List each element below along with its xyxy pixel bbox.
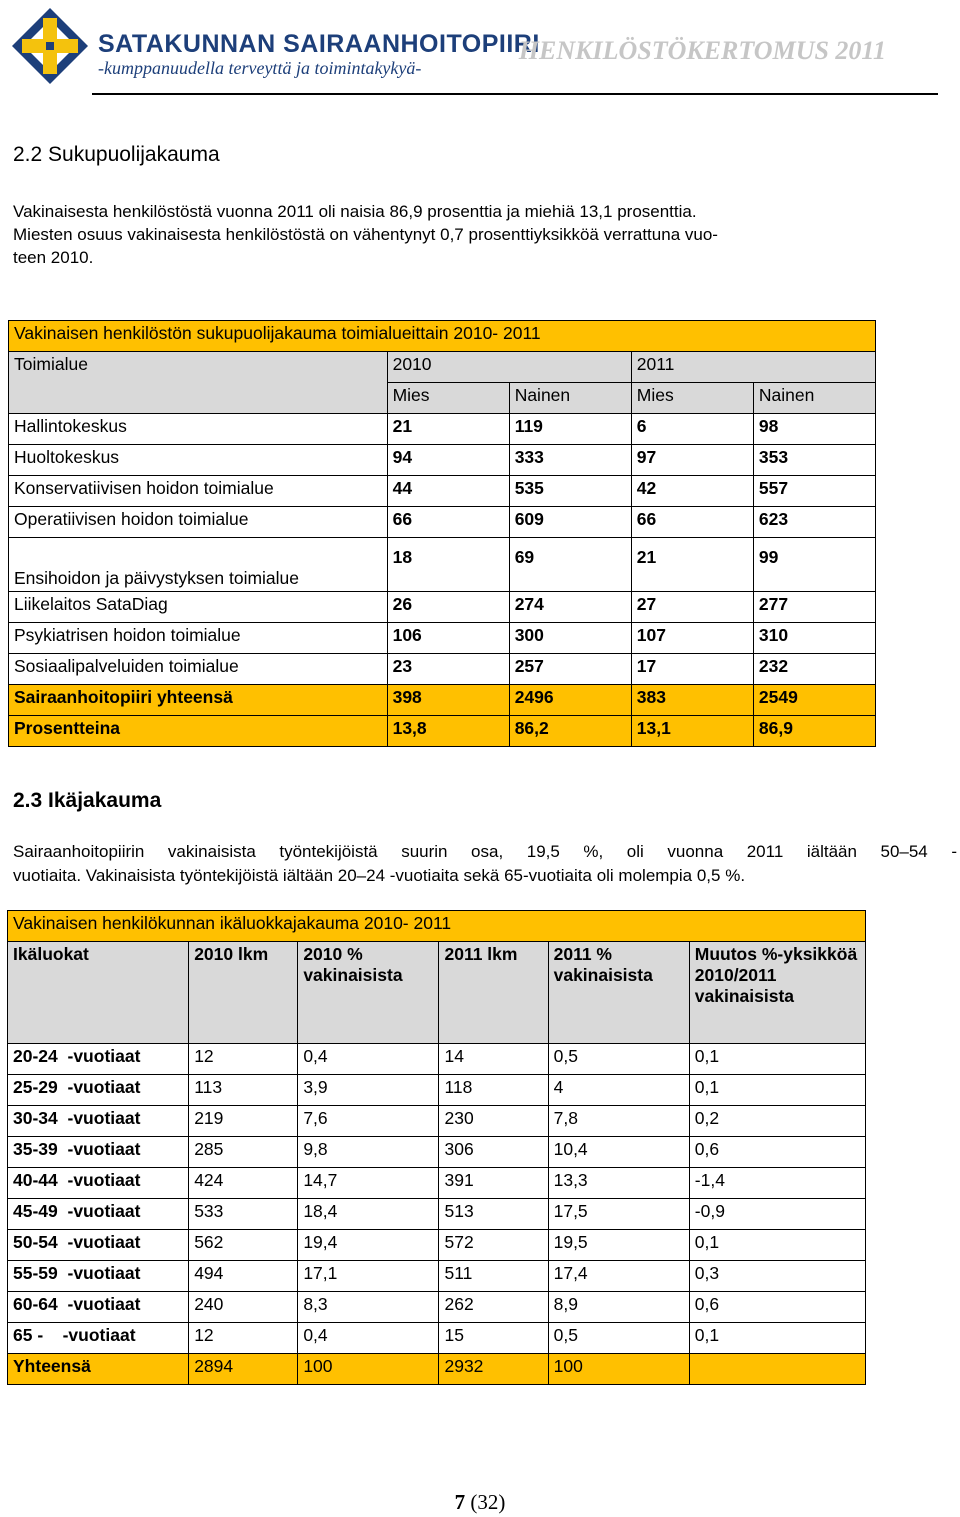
page-number: 7	[454, 1490, 466, 1514]
table-row	[8, 1199, 866, 1230]
cell-value: 0,4	[298, 1323, 439, 1354]
cell-value: 44	[387, 476, 509, 507]
table-row	[8, 1044, 866, 1075]
cell-value: 535	[509, 476, 631, 507]
cell-value: 274	[509, 592, 631, 623]
age-suffix: -vuotiaat	[67, 1263, 141, 1283]
cell-value: 100	[298, 1354, 439, 1385]
cell-value: 219	[189, 1106, 298, 1137]
column-header-2010-percent: 2010 % vakinaisista	[298, 942, 439, 1044]
column-header-2011-percent: 2011 % vakinaisista	[548, 942, 689, 1044]
cell-value: 21	[387, 414, 509, 445]
paragraph-age-line2: vuotiaita. Vakinaisista työntekijöistä iältään 20–24 -vuotiaita sekä 65-vuotiaita oli molempia 0,5 %.	[13, 866, 746, 885]
age-range: 60-64	[13, 1294, 58, 1314]
cell-value: 0,3	[689, 1261, 865, 1292]
column-header-male-2010: Mies	[387, 383, 509, 414]
table-row	[8, 1168, 866, 1199]
column-header-age-group: Ikäluokat	[8, 942, 189, 1044]
age-range: 50-54	[13, 1232, 58, 1252]
table-title-row	[8, 911, 866, 942]
table-row	[8, 1075, 866, 1106]
row-label: Konservatiivisen hoidon toimialue	[9, 476, 388, 507]
table-percent-row	[9, 716, 876, 747]
cell-value: 17,4	[548, 1261, 689, 1292]
table-title-row	[9, 321, 876, 352]
age-suffix: -vuotiaat	[67, 1201, 141, 1221]
header-divider	[92, 93, 938, 95]
cell-value: 333	[509, 445, 631, 476]
cell-value: 17,1	[298, 1261, 439, 1292]
age-distribution-table	[7, 910, 866, 1385]
cell-value: 98	[753, 414, 875, 445]
age-suffix: -vuotiaat	[67, 1077, 141, 1097]
table-row	[8, 1261, 866, 1292]
paragraph-gender-2-line1: Miesten osuus vakinaisesta henkilöstöstä on vähentynyt 0,7 prosenttiyksikköä verrattuna vuo-	[13, 225, 718, 244]
table-row	[9, 507, 876, 538]
paragraph-gender-1: Vakinaisesta henkilöstöstä vuonna 2011 oli naisia 86,9 prosenttia ja miehiä 13,1 prosenttia.	[13, 202, 697, 221]
cell-value: 0,4	[298, 1044, 439, 1075]
cell-value: 19,5	[548, 1230, 689, 1261]
row-label: Prosentteina	[9, 716, 388, 747]
age-range: 55-59	[13, 1263, 58, 1283]
cell-value: 9,8	[298, 1137, 439, 1168]
paragraph-age-line1: Sairaanhoitopiirin vakinaisista työntekijöistä suurin osa, 19,5 %, oli vuonna 2011 iältään 50–54 -	[13, 842, 957, 861]
cell-value: 118	[439, 1075, 548, 1106]
cell-value: 310	[753, 623, 875, 654]
cell-value: 572	[439, 1230, 548, 1261]
cell-value: 0,1	[689, 1044, 865, 1075]
age-suffix: -vuotiaat	[67, 1232, 141, 1252]
cell-value: 106	[387, 623, 509, 654]
cell-value: 14	[439, 1044, 548, 1075]
hospital-district-logo-icon	[10, 6, 90, 86]
row-label	[8, 1292, 189, 1323]
cell-value: 0,1	[689, 1230, 865, 1261]
table-total-row	[8, 1354, 866, 1385]
cell-value: 562	[189, 1230, 298, 1261]
cell-value: 2932	[439, 1354, 548, 1385]
row-label: Hallintokeskus	[9, 414, 388, 445]
row-label	[8, 1044, 189, 1075]
cell-value: 623	[753, 507, 875, 538]
cell-value: 557	[753, 476, 875, 507]
row-label: Liikelaitos SataDiag	[9, 592, 388, 623]
cell-value: 262	[439, 1292, 548, 1323]
cell-value: 300	[509, 623, 631, 654]
cell-value: 10,4	[548, 1137, 689, 1168]
cell-value: 609	[509, 507, 631, 538]
cell-value: 353	[753, 445, 875, 476]
cell-value: 8,9	[548, 1292, 689, 1323]
row-label: Sairaanhoitopiiri yhteensä	[9, 685, 388, 716]
row-label: Ensihoidon ja päivystyksen toimialue	[9, 538, 388, 592]
table-row	[9, 654, 876, 685]
cell-value: 113	[189, 1075, 298, 1106]
cell-value: 513	[439, 1199, 548, 1230]
row-label	[8, 1137, 189, 1168]
cell-value: 12	[189, 1323, 298, 1354]
cell-value: 0,6	[689, 1137, 865, 1168]
cell-value: 86,9	[753, 716, 875, 747]
cell-value: 17,5	[548, 1199, 689, 1230]
cell-value: 86,2	[509, 716, 631, 747]
gender-distribution-table	[8, 320, 876, 747]
cell-value: 13,8	[387, 716, 509, 747]
table-header-row	[8, 942, 866, 1044]
cell-value: 230	[439, 1106, 548, 1137]
table-row	[9, 538, 876, 592]
cell-value: 15	[439, 1323, 548, 1354]
cell-value: 94	[387, 445, 509, 476]
cell-value: 240	[189, 1292, 298, 1323]
row-label: Yhteensä	[8, 1354, 189, 1385]
age-range: 35-39	[13, 1139, 58, 1159]
row-label	[8, 1075, 189, 1106]
table-row	[8, 1106, 866, 1137]
row-label	[8, 1230, 189, 1261]
column-header-female-2010: Nainen	[509, 383, 631, 414]
page-footer	[0, 1490, 960, 1515]
cell-value: 13,1	[631, 716, 753, 747]
cell-value: 97	[631, 445, 753, 476]
table-title: Vakinaisen henkilökunnan ikäluokkajakauma 2010- 2011	[8, 911, 866, 942]
cell-value: 8,3	[298, 1292, 439, 1323]
cell-value: 7,6	[298, 1106, 439, 1137]
page-header	[0, 0, 960, 100]
row-label	[8, 1168, 189, 1199]
cell-value: 99	[753, 538, 875, 592]
cell-value: 398	[387, 685, 509, 716]
row-label: Psykiatrisen hoidon toimialue	[9, 623, 388, 654]
age-range: 30-34	[13, 1108, 58, 1128]
cell-value: 12	[189, 1044, 298, 1075]
cell-value: 27	[631, 592, 753, 623]
table-row	[8, 1323, 866, 1354]
cell-value: 19,4	[298, 1230, 439, 1261]
cell-value: 42	[631, 476, 753, 507]
age-range: 45-49	[13, 1201, 58, 1221]
cell-value: 66	[387, 507, 509, 538]
cell-value: -0,9	[689, 1199, 865, 1230]
column-header-2011-count: 2011 lkm	[439, 942, 548, 1044]
page-total: (32)	[470, 1490, 506, 1514]
table-total-row	[9, 685, 876, 716]
table-row	[9, 445, 876, 476]
cell-value: 424	[189, 1168, 298, 1199]
cell-value: 0,1	[689, 1075, 865, 1106]
cell-value: 494	[189, 1261, 298, 1292]
cell-value: 533	[189, 1199, 298, 1230]
organization-name: SATAKUNNAN SAIRAANHOITOPIIRI	[98, 30, 540, 58]
column-header-area: Toimialue	[9, 352, 388, 414]
column-header-2010-count: 2010 lkm	[189, 942, 298, 1044]
column-header-male-2011: Mies	[631, 383, 753, 414]
section-heading-gender: 2.2 Sukupuolijakauma	[13, 143, 220, 166]
row-label: Operatiivisen hoidon toimialue	[9, 507, 388, 538]
cell-value: 13,3	[548, 1168, 689, 1199]
cell-value: 277	[753, 592, 875, 623]
cell-value	[689, 1354, 865, 1385]
cell-value: 0,5	[548, 1044, 689, 1075]
report-title: HENKILÖSTÖKERTOMUS 2011	[518, 36, 886, 65]
cell-value: 119	[509, 414, 631, 445]
column-header-female-2011: Nainen	[753, 383, 875, 414]
cell-value: 0,6	[689, 1292, 865, 1323]
age-suffix: -vuotiaat	[67, 1139, 141, 1159]
table-row	[8, 1292, 866, 1323]
cell-value: 3,9	[298, 1075, 439, 1106]
cell-value: 0,5	[548, 1323, 689, 1354]
cell-value: 18	[387, 538, 509, 592]
cell-value: 2549	[753, 685, 875, 716]
cell-value: 232	[753, 654, 875, 685]
cell-value: 14,7	[298, 1168, 439, 1199]
column-header-change: Muutos %-yksikköä 2010/2011 vakinaisista	[689, 942, 865, 1044]
cell-value: 26	[387, 592, 509, 623]
cell-value: 391	[439, 1168, 548, 1199]
cell-value: 107	[631, 623, 753, 654]
age-suffix: -vuotiaat	[67, 1046, 141, 1066]
cell-value: 7,8	[548, 1106, 689, 1137]
row-label	[8, 1323, 189, 1354]
cell-value: 4	[548, 1075, 689, 1106]
row-label	[8, 1261, 189, 1292]
table-row	[8, 1137, 866, 1168]
age-range: 40-44	[13, 1170, 58, 1190]
table-row	[8, 1230, 866, 1261]
cell-value: 2496	[509, 685, 631, 716]
cell-value: 2894	[189, 1354, 298, 1385]
row-label	[8, 1106, 189, 1137]
age-suffix: -vuotiaat	[67, 1170, 141, 1190]
row-label: Sosiaalipalveluiden toimialue	[9, 654, 388, 685]
section-heading-age: 2.3 Ikäjakauma	[13, 789, 162, 812]
cell-value: 257	[509, 654, 631, 685]
cell-value: 23	[387, 654, 509, 685]
cell-value: 100	[548, 1354, 689, 1385]
table-title: Vakinaisen henkilöstön sukupuolijakauma toimialueittain 2010- 2011	[9, 321, 876, 352]
table-row	[9, 414, 876, 445]
cell-value: 18,4	[298, 1199, 439, 1230]
cell-value: 0,1	[689, 1323, 865, 1354]
age-range: 65 -	[13, 1325, 44, 1345]
cell-value: 511	[439, 1261, 548, 1292]
cell-value: 0,2	[689, 1106, 865, 1137]
cell-value: -1,4	[689, 1168, 865, 1199]
age-suffix: -vuotiaat	[67, 1294, 141, 1314]
table-row	[9, 476, 876, 507]
cell-value: 383	[631, 685, 753, 716]
age-suffix: -vuotiaat	[62, 1325, 136, 1345]
table-row	[9, 623, 876, 654]
cell-value: 306	[439, 1137, 548, 1168]
cell-value: 69	[509, 538, 631, 592]
column-header-year-2010: 2010	[387, 352, 631, 383]
row-label	[8, 1199, 189, 1230]
organization-slogan: -kumppanuudella terveyttä ja toimintakykyä-	[98, 58, 422, 78]
cell-value: 66	[631, 507, 753, 538]
age-range: 20-24	[13, 1046, 58, 1066]
table-row	[9, 592, 876, 623]
age-suffix: -vuotiaat	[67, 1108, 141, 1128]
cell-value: 21	[631, 538, 753, 592]
row-label: Huoltokeskus	[9, 445, 388, 476]
age-range: 25-29	[13, 1077, 58, 1097]
cell-value: 6	[631, 414, 753, 445]
cell-value: 17	[631, 654, 753, 685]
table-header-row	[9, 352, 876, 383]
paragraph-gender-2-line2: teen 2010.	[13, 248, 94, 267]
column-header-year-2011: 2011	[631, 352, 875, 383]
cell-value: 285	[189, 1137, 298, 1168]
